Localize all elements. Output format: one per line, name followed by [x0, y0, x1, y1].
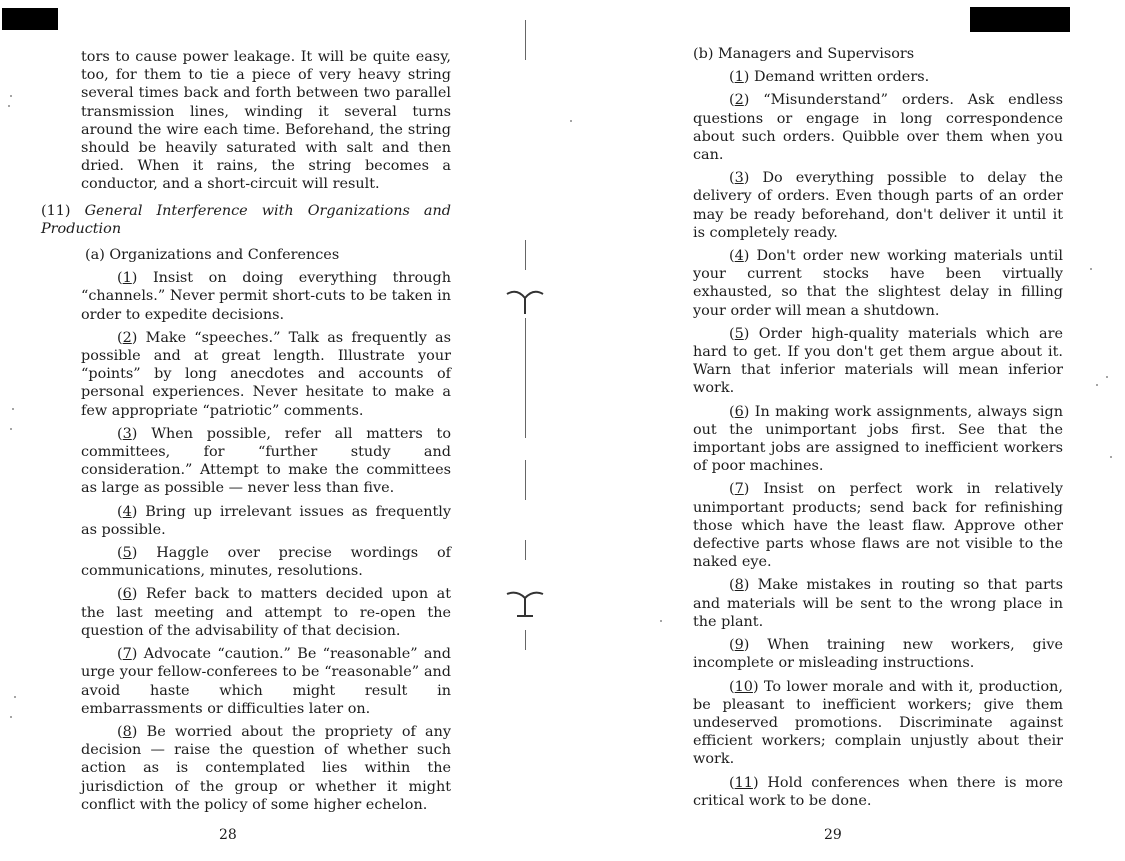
gutter-line	[525, 460, 526, 500]
scan-speck	[10, 716, 12, 718]
list-item: (1) Insist on doing everything through “channels.” Never permit short-cuts to be taken in order to expedite decisions.	[81, 270, 451, 323]
list-item: (1) Demand written orders.	[729, 69, 930, 86]
gutter-line	[525, 20, 526, 60]
scan-speck	[10, 95, 12, 97]
list-item: (6) Refer back to matters decided upon at the last meeting and attempt to re-open the question of the advisability of that decision.	[81, 586, 451, 639]
list-item: (7) Insist on perfect work in relatively unimportant products; send back for refinishing those which have the least flaw. Approve other defective parts whose flaws are not visible to the naked eye.	[693, 481, 1063, 571]
right-text-column	[693, 45, 1063, 810]
list-item: (10) To lower morale and with it, production, be pleasant to inefficient workers; give them undeserved promotions. Discriminate against efficient workers; complain unjustly about their work.	[693, 678, 1063, 768]
list-item: (7) Advocate “caution.” Be “reasonable” and urge your fellow-conferees to be “reasonable” and avoid haste which might result in embarrassments or difficulties later on.	[81, 646, 451, 717]
redaction-bar	[2, 8, 58, 30]
gutter-line	[525, 318, 526, 438]
gutter-line	[525, 240, 526, 270]
redaction-bar	[970, 7, 1070, 32]
scan-speck	[1090, 268, 1092, 270]
list-item: (5) Haggle over precise wordings of communications, minutes, resolutions.	[81, 545, 451, 580]
list-item: (9) When training new workers, give incomplete or misleading instructions.	[693, 637, 1063, 672]
list-item: (4) Don't order new working materials until your current stocks have been virtually exhausted, so that the slightest delay in filling your order will mean a shutdown.	[693, 248, 1063, 319]
subsection-heading: (a) Organizations and Conferences	[85, 247, 340, 264]
scan-speck	[570, 120, 572, 122]
right-page	[530, 0, 1125, 861]
scan-speck	[1110, 456, 1112, 458]
scan-speck	[8, 105, 10, 107]
scan-speck	[1106, 376, 1108, 378]
scan-speck	[12, 408, 14, 410]
section-number: (11)	[41, 202, 71, 219]
list-item: (3) When possible, refer all matters to committees, for “further study and consideration.” Attempt to make the committees as large as possible — never less than five.	[81, 425, 451, 497]
page-number: 29	[824, 827, 842, 843]
scan-speck	[1096, 384, 1098, 386]
scan-speck	[660, 620, 662, 622]
list-item: (8) Make mistakes in routing so that parts and materials will be sent to the wrong place in the plant.	[693, 577, 1063, 630]
gutter-line	[525, 630, 526, 650]
left-page	[0, 0, 520, 861]
left-text-column	[41, 48, 451, 814]
continuation-paragraph: tors to cause power leakage. It will be quite easy, too, for them to tie a piece of very heavy string several times back and forth between two parallel transmission lines, winding it several turns around the wire each time. Beforehand, the string should be heavily saturated with salt and then dried. When it rains, the string becomes a conductor, and a short-circuit will result.	[81, 49, 451, 193]
section-title: General Interference with Organizations and Production	[41, 202, 451, 237]
section-heading	[41, 202, 451, 238]
scan-speck	[10, 428, 12, 430]
list-item: (4) Bring up irrelevant issues as frequently as possible.	[81, 503, 451, 538]
scan-speck	[14, 696, 16, 698]
list-item: (5) Order high-quality materials which are hard to get. If you don't get them argue about it. Warn that inferior materials will mean inferior work.	[693, 325, 1063, 397]
page-number: 28	[219, 827, 237, 843]
list-item: (11) Hold conferences when there is more critical work to be done.	[693, 774, 1063, 809]
subsection-heading: (b) Managers and Supervisors	[693, 46, 915, 62]
list-item: (8) Be worried about the propriety of any decision — raise the question of whether such action as is contemplated lies within the jurisdiction of the group or whether it might conflict with the policy of some higher echelon.	[81, 723, 451, 813]
list-item: (2) Make “speeches.” Talk as frequently as possible and at great length. Illustrate your “points” by long anecdotes and accounts of personal experiences. Never hesitate to make a few appropriate “patriotic” comments.	[81, 329, 451, 419]
list-item: (3) Do everything possible to delay the delivery of orders. Even though parts of an order may be ready beforehand, don't deliver it until it is completely ready.	[693, 170, 1063, 241]
list-item: (6) In making work assignments, always sign out the unimportant jobs first. See that the important jobs are assigned to inefficient workers of poor machines.	[693, 403, 1063, 475]
gutter-line	[525, 540, 526, 560]
list-item: (2) “Misunderstand” orders. Ask endless questions or engage in long correspondence about such orders. Quibble over them when you can.	[693, 92, 1063, 164]
